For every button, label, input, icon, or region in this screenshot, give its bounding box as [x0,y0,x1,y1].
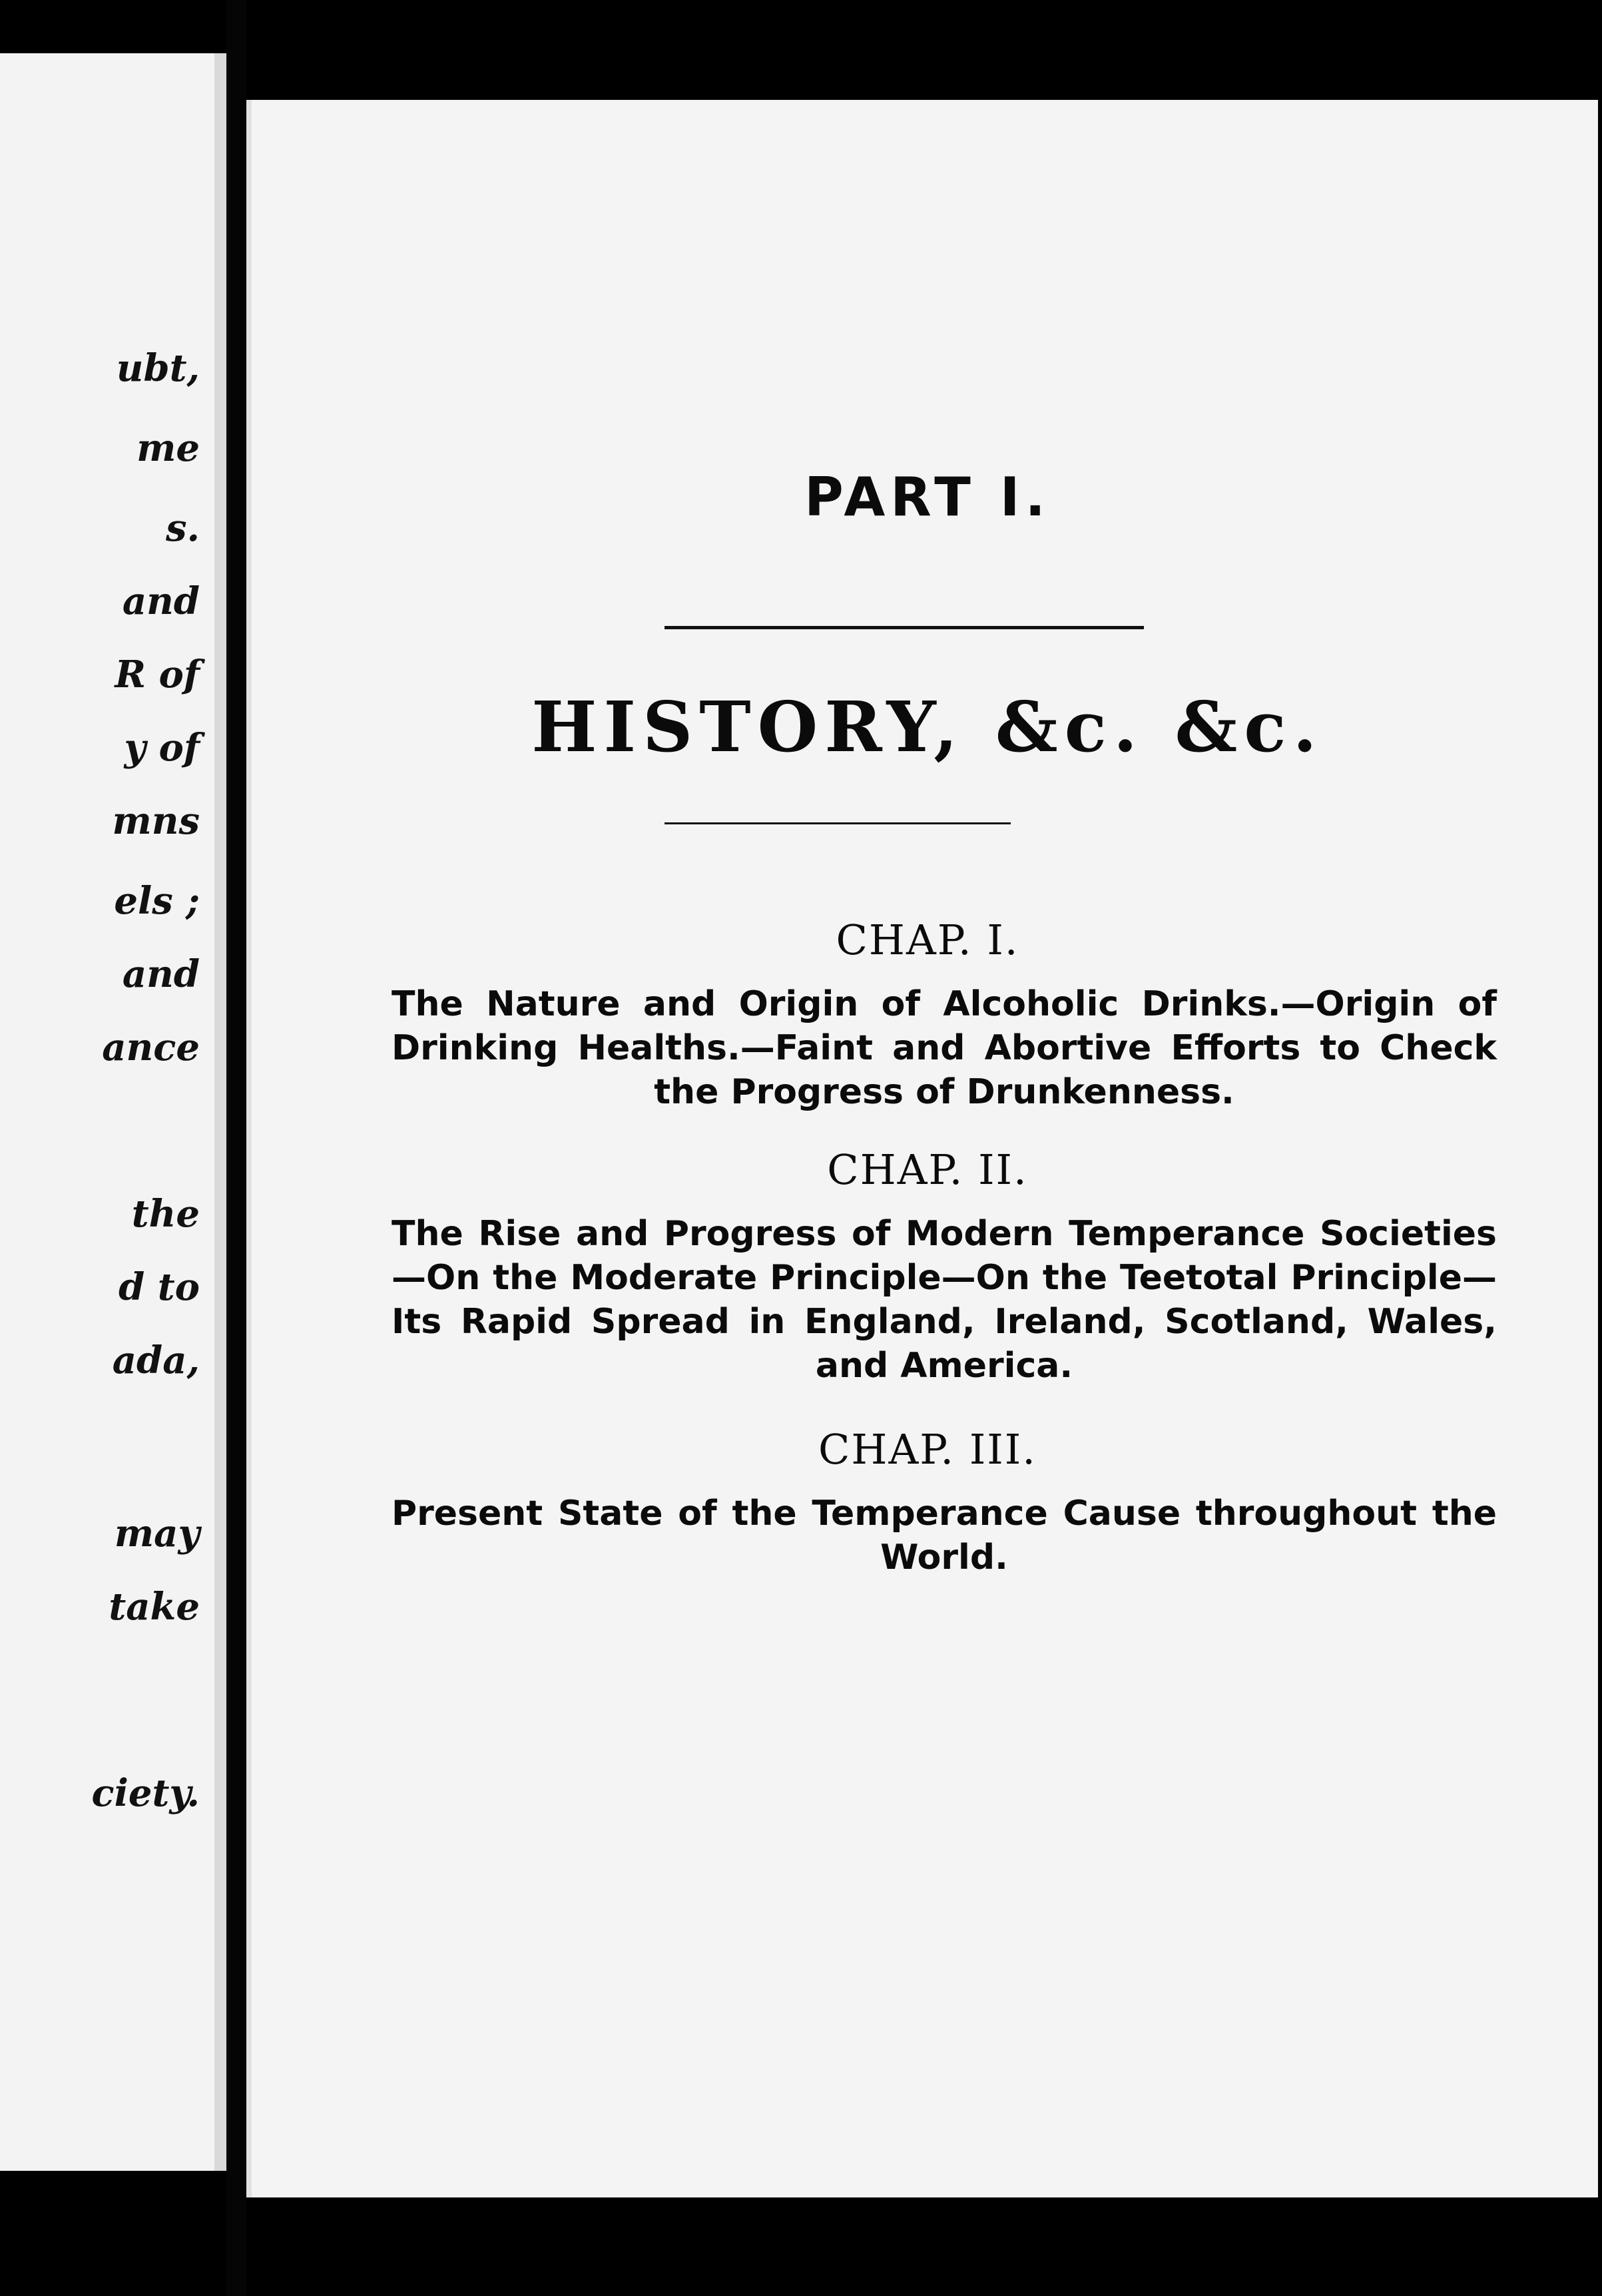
facing-page-fragment: may [114,1512,200,1556]
facing-page-fragment: ubt, [116,346,200,390]
facing-page-fragment: ada, [112,1338,200,1382]
facing-page-fragment: take [109,1585,200,1629]
facing-page-fragment: and [122,579,200,623]
chapter-heading: CHAP. II. [827,1145,1028,1194]
divider-rule [665,822,1011,824]
facing-page-fragment: els ; [114,879,200,923]
facing-page-fragment: ance [102,1025,200,1069]
facing-page-fragment: y of [124,726,200,770]
facing-page-fragment: the [131,1192,200,1236]
divider-rule [665,626,1144,629]
facing-page-fragment: s. [165,506,200,550]
facing-page-fragment: ciety. [91,1771,200,1815]
chapter-heading: CHAP. III. [818,1425,1037,1474]
facing-page [0,53,226,2171]
facing-page-fragment: me [136,426,200,470]
facing-page-fragment: d to [119,1265,200,1309]
section-title: HISTORY, &c. &c. [531,686,1324,768]
facing-page-fragment: and [122,952,200,996]
part-title: PART I. [804,466,1051,528]
book-gutter [226,0,246,2296]
book-page [246,100,1598,2197]
chapter-description: The Rise and Progress of Modern Temperance Societies—On the Moderate Principle—On the Teetotal Principle—Its Rapid Spread in England, Ireland, Scotland, Wales, and America. [392,1214,1497,1386]
facing-page-fragment: mns [112,799,200,843]
chapter-description: The Nature and Origin of Alcoholic Drinks.—Origin of Drinking Healths.—Faint and Abortive Efforts to Check the Progress of Drunkenness. [392,984,1497,1112]
chapter-heading: CHAP. I. [836,916,1019,964]
facing-page-fragment: R of [115,653,200,697]
chapter-description: Present State of the Temperance Cause throughout the World. [392,1494,1497,1578]
